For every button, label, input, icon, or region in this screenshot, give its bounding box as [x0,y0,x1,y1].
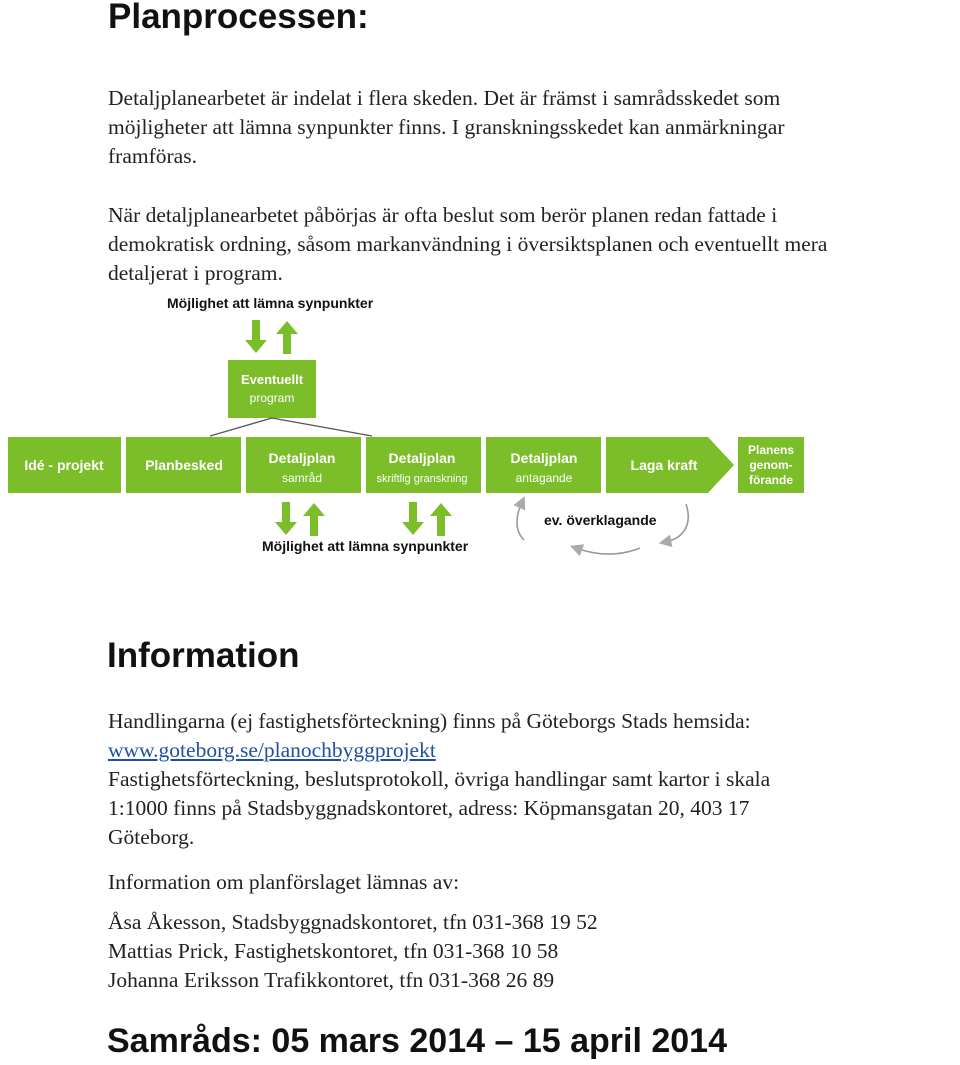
final-box-line1: Planens [747,443,795,457]
appeal-label: ev. överklagande [544,512,657,528]
down-arrow-icon [275,502,297,535]
contact-item: Johanna Eriksson Trafikkontoret, tfn 031-368 26 89 [108,968,555,992]
property-line: 1:1000 finns på Stadsbyggnadskontoret, adress: Köpmansgatan 20, 403 17 [108,796,750,820]
step-label: Idé - projekt [24,457,104,473]
optional-program-box [228,360,316,418]
step-sublabel: antagande [515,471,573,485]
step-label: Planbesked [145,457,223,473]
contact-item: Åsa Åkesson, Stadsbyggnadskontoret, tfn 031-368 19 52 [108,910,598,934]
property-line: Göteborg. [108,825,195,849]
documents-text: Handlingarna (ej fastighetsförteckning) finns på Göteborgs Stads hemsida: [108,709,751,733]
information-block [108,707,770,852]
context-paragraph [108,201,827,288]
up-arrow-icon [430,503,452,536]
intro-line: möjligheter att lämna synpunkter finns. I granskningsskedet kan anmärkningar [108,115,785,139]
optional-program-line2: program [249,391,295,405]
intro-line: framföras. [108,144,197,168]
connector-line [272,418,372,436]
context-line: När detaljplanearbetet påbörjas är ofta beslut som berör planen redan fattade i [108,203,778,227]
final-box-line3: förande [748,473,794,487]
step-label: Laga kraft [630,457,698,473]
step-label: Detaljplan [388,450,456,466]
contact-item: Mattias Prick, Fastighetskontoret, tfn 031-368 10 58 [108,939,559,963]
bottom-feedback-label: Möjlighet att lämna synpunkter [262,538,469,554]
intro-paragraph [108,84,784,171]
connector-line [210,418,272,436]
step-label: Detaljplan [268,450,336,466]
context-line: demokratisk ordning, såsom markanvändning i översiktsplanen och eventuellt mera [108,232,828,256]
appeal-loop-arrow-icon [517,502,688,554]
contact-intro: Information om planförslaget lämnas av: [108,870,460,894]
final-box-line2: genom- [749,458,793,472]
optional-program-line1: Eventuellt [240,372,304,387]
property-line: Fastighetsförteckning, beslutsprotokoll, övriga handlingar samt kartor i skala [108,767,771,791]
consultation-period: Samråds: 05 mars 2014 – 15 april 2014 [107,1022,727,1060]
information-heading: Information [107,636,300,675]
step-sublabel: samråd [281,471,323,485]
plan-process-diagram [0,290,960,570]
step-label: Detaljplan [510,450,578,466]
step-sublabel: skriftlig granskning [376,473,468,485]
up-arrow-icon [303,503,325,536]
context-line: detaljerat i program. [108,261,283,285]
down-arrow-icon [402,502,424,535]
up-arrow-icon [276,321,298,354]
page-title: Planprocessen: [108,0,369,36]
contact-list [108,908,598,995]
intro-line: Detaljplanearbetet är indelat i flera skeden. Det är främst i samrådsskedet som [108,86,781,110]
website-link[interactable]: www.goteborg.se/planochbyggprojekt [108,738,436,762]
top-feedback-label: Möjlighet att lämna synpunkter [167,295,374,311]
down-arrow-icon [245,320,267,353]
